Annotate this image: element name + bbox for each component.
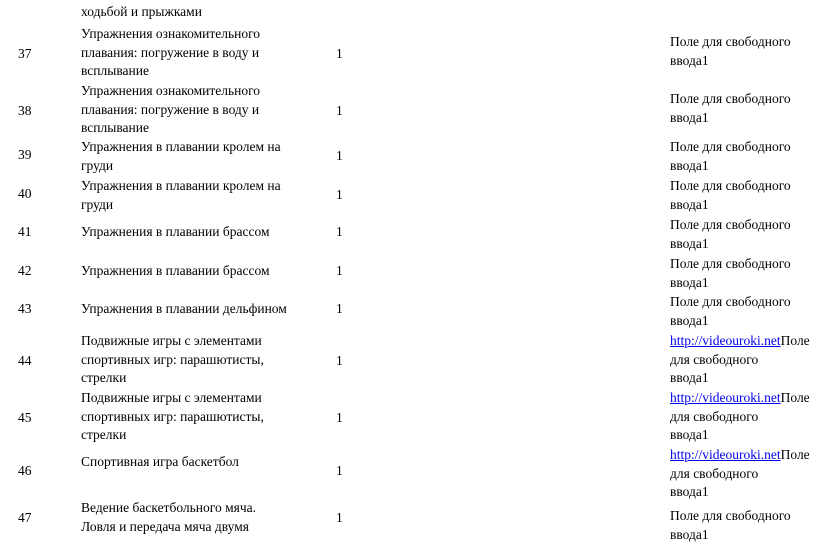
lesson-topic xyxy=(81,223,301,242)
lesson-topic-line: груди xyxy=(81,157,114,173)
hours-count: 1 xyxy=(336,510,343,525)
resource-note-line: ввода1 xyxy=(670,196,709,212)
lesson-topic-line: всплывание xyxy=(81,120,149,135)
lesson-topic-line: Упражнения ознакомительного xyxy=(81,83,261,98)
lesson-topic xyxy=(81,177,301,214)
lesson-topic-line: стрелки xyxy=(81,370,127,385)
resource-note-line: ввода1 xyxy=(670,235,709,251)
lesson-topic-line: Упражнения в плавании кролем на xyxy=(81,178,281,193)
resource-note-line: для свободного xyxy=(670,351,759,367)
resource-note xyxy=(670,216,810,253)
hours-count: 1 xyxy=(336,410,343,425)
resource-note-line: Поле для свободного xyxy=(670,34,791,49)
resource-note xyxy=(670,33,810,70)
resource-note-line: ввода1 xyxy=(670,526,709,542)
resource-note-line: Поле для свободного xyxy=(670,91,791,106)
lesson-topic-line: Подвижные игры с элементами xyxy=(81,390,262,405)
row-number: 40 xyxy=(18,186,32,201)
resource-link[interactable]: http://videouroki.net xyxy=(670,333,781,348)
resource-link[interactable]: http://videouroki.net xyxy=(670,447,781,462)
resource-note-line: Поле для свободного xyxy=(670,139,791,154)
hours-count: 1 xyxy=(336,46,343,61)
row-number: 42 xyxy=(18,263,32,278)
hours-count: 1 xyxy=(336,463,343,478)
lesson-topic xyxy=(81,499,301,536)
resource-note xyxy=(670,90,810,127)
lesson-topic-line: Упражнения в плавании брассом xyxy=(81,224,270,239)
lesson-topic xyxy=(81,138,301,175)
lesson-topic xyxy=(81,25,301,81)
resource-note xyxy=(670,389,810,445)
resource-note xyxy=(670,507,810,544)
resource-note-line: Поле для свободного xyxy=(670,294,791,309)
lesson-topic xyxy=(81,82,301,138)
hours-count: 1 xyxy=(336,103,343,118)
resource-note xyxy=(670,177,810,214)
hours-count: 1 xyxy=(336,353,343,368)
lesson-topic xyxy=(81,453,301,472)
hours-count: 1 xyxy=(336,148,343,163)
row-number: 41 xyxy=(18,224,32,239)
resource-note-line: ввода1 xyxy=(670,370,709,385)
lesson-topic-line: груди xyxy=(81,196,114,212)
hours-count: 1 xyxy=(336,263,343,278)
lesson-topic-line: плавания: погружение в воду и xyxy=(81,44,260,60)
resource-note xyxy=(670,293,810,330)
resource-note-line: ввода1 xyxy=(670,109,709,125)
resource-note xyxy=(670,332,810,388)
lesson-topic xyxy=(81,262,301,281)
lesson-topic-line: Ведение баскетбольного мяча. xyxy=(81,500,257,515)
row-number: 37 xyxy=(18,46,32,61)
row-number: 46 xyxy=(18,463,32,478)
resource-note-line: Поле для свободного xyxy=(670,256,791,271)
row-number: 44 xyxy=(18,353,32,368)
resource-note-line: для свободного xyxy=(670,408,759,424)
lesson-topic-line: стрелки xyxy=(81,427,127,442)
resource-note-line: ввода1 xyxy=(670,484,709,499)
resource-note xyxy=(670,446,810,502)
lesson-topic-line: всплывание xyxy=(81,63,149,78)
resource-note-line: http://videouroki.netПоле xyxy=(670,390,810,405)
row-number: 39 xyxy=(18,147,32,162)
lesson-topic-line: Упражнения в плавании кролем на xyxy=(81,139,281,154)
lesson-topic xyxy=(81,300,301,319)
resource-note-line: Поле для свободного xyxy=(670,508,791,523)
lesson-topic-line: плавания: погружение в воду и xyxy=(81,101,260,117)
previous-row-tail: ходьбой и прыжками xyxy=(81,4,202,19)
resource-note-line: http://videouroki.netПоле xyxy=(670,333,810,348)
resource-note xyxy=(670,138,810,175)
resource-note-line: для свободного xyxy=(670,465,759,481)
hours-count: 1 xyxy=(336,301,343,316)
resource-note-line: http://videouroki.netПоле xyxy=(670,447,810,462)
resource-note-line: Поле для свободного xyxy=(670,178,791,193)
resource-note-line: ввода1 xyxy=(670,312,709,328)
lesson-topic xyxy=(81,389,301,445)
lesson-topic xyxy=(81,332,301,388)
resource-note xyxy=(670,255,810,292)
resource-note-line: ввода1 xyxy=(670,427,709,442)
resource-link[interactable]: http://videouroki.net xyxy=(670,390,781,405)
lesson-topic-line: Подвижные игры с элементами xyxy=(81,333,262,348)
lesson-topic-line: Упражнения в плавании брассом xyxy=(81,263,270,278)
row-number: 43 xyxy=(18,301,32,316)
row-number: 45 xyxy=(18,410,32,425)
lesson-topic-line: Ловля и передача мяча двумя xyxy=(81,518,249,534)
lesson-topic-line: Упражнения ознакомительного xyxy=(81,26,261,41)
resource-note-line: ввода1 xyxy=(670,157,709,173)
lesson-topic-line: спортивных игр: парашютисты, xyxy=(81,408,264,424)
lesson-topic-line: Упражнения в плавании дельфином xyxy=(81,301,287,316)
resource-note-line: ввода1 xyxy=(670,52,709,68)
resource-note-line: ввода1 xyxy=(670,274,709,290)
hours-count: 1 xyxy=(336,224,343,239)
hours-count: 1 xyxy=(336,187,343,202)
row-number: 38 xyxy=(18,103,32,118)
lesson-topic-line: Спортивная игра баскетбол xyxy=(81,454,239,469)
lesson-topic-line: спортивных игр: парашютисты, xyxy=(81,351,264,367)
row-number: 47 xyxy=(18,510,32,525)
resource-note-line: Поле для свободного xyxy=(670,217,791,232)
